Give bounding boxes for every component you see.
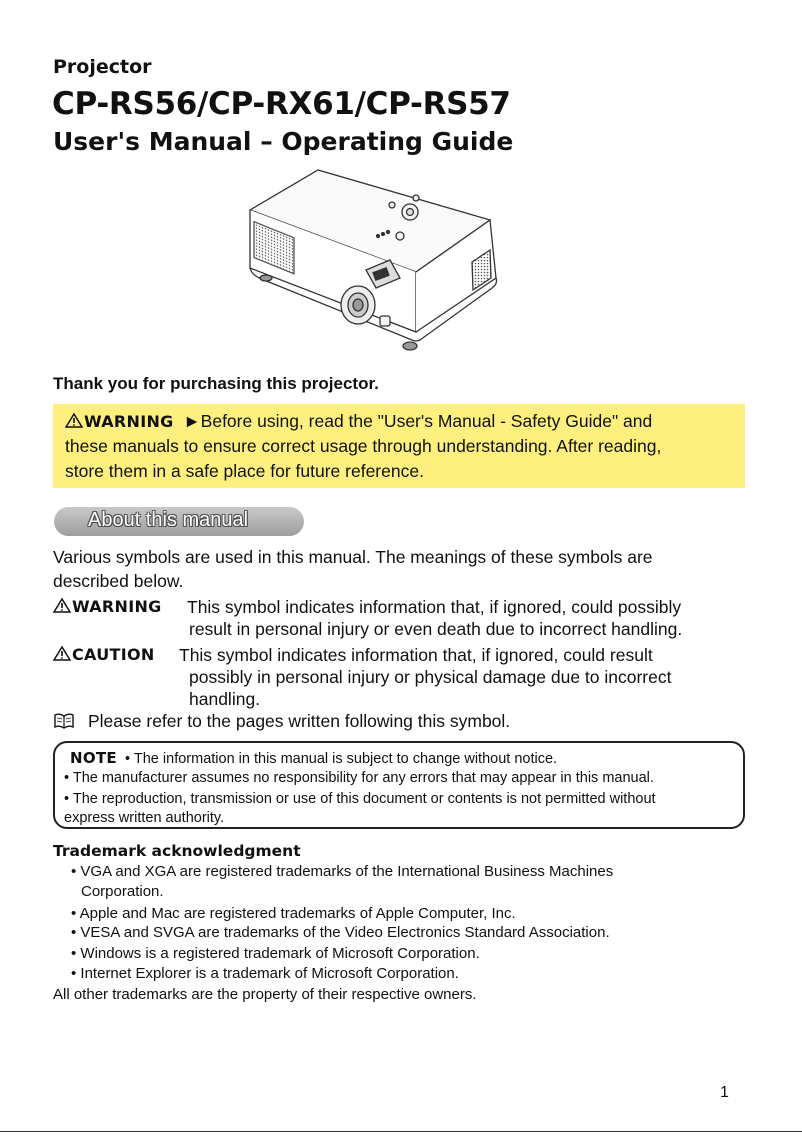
trademark-item: • VGA and XGA are registered trademarks of the International Business Machines — [71, 863, 614, 880]
section-heading: About this manual — [88, 509, 249, 531]
page-reference-text: Please refer to the pages written following this symbol. — [88, 711, 511, 731]
warning-box-line-2: these manuals to ensure correct usage through understanding. After reading, — [65, 436, 662, 456]
warning-icon — [53, 596, 72, 616]
model-title: CP-RS56/CP-RX61/CP-RS57 — [52, 86, 511, 122]
thanks-line: Thank you for purchasing this projector. — [53, 374, 379, 393]
note-text-1: • The information in this manual is subject to change without notice. — [125, 751, 558, 767]
intro-line-2: described below. — [53, 571, 184, 591]
caution-symbol-label: CAUTION — [72, 645, 155, 664]
trademark-item: • Apple and Mac are registered trademarks of Apple Computer, Inc. — [71, 905, 516, 922]
warning-symbol-label: WARNING — [72, 597, 162, 616]
warning-label: WARNING — [84, 412, 174, 431]
caution-line-1: This symbol indicates information that, if ignored, could result — [179, 645, 653, 665]
warning-symbol-row — [53, 596, 753, 644]
about-intro — [53, 545, 743, 593]
doc-eyebrow: Projector — [53, 56, 152, 78]
warning-icon — [65, 411, 84, 431]
intro-line-1: Various symbols are used in this manual. The meanings of these symbols are — [53, 547, 653, 567]
warning-symbol-line-1: This symbol indicates information that, if ignored, could possibly — [187, 597, 682, 617]
page-number: 1 — [720, 1084, 729, 1101]
trademark-item: • Windows is a registered trademark of Microsoft Corporation. — [71, 945, 480, 962]
bottom-rule — [0, 1131, 802, 1132]
note-line-2: • The manufacturer assumes no responsibility for any errors that may appear in this manual. — [64, 770, 654, 786]
safety-warning-box — [53, 404, 745, 488]
note-line-4: express written authority. — [64, 810, 225, 826]
note-line-3: • The reproduction, transmission or use of this document or contents is not permitted without — [64, 791, 656, 807]
caution-icon — [53, 644, 72, 664]
trademark-item: • Internet Explorer is a trademark of Microsoft Corporation. — [71, 965, 459, 982]
trademark-item: Corporation. — [81, 883, 164, 900]
trademark-footer: All other trademarks are the property of their respective owners. — [53, 986, 477, 1003]
note-label: NOTE — [70, 749, 117, 767]
section-heading-pill — [54, 507, 304, 536]
warning-symbol-line-2: result in personal injury or even death due to incorrect handling. — [189, 619, 683, 639]
caution-line-2: possibly in personal injury or physical damage due to incorrect — [189, 667, 672, 687]
trademark-item: • VESA and SVGA are trademarks of the Video Electronics Standard Association. — [71, 924, 610, 941]
book-icon — [54, 711, 88, 731]
note-line-1 — [70, 748, 557, 770]
projector-illustration — [240, 160, 502, 360]
trademark-title: Trademark acknowledgment — [53, 842, 301, 860]
caution-line-3: handling. — [189, 689, 261, 709]
page-reference-line — [54, 711, 510, 732]
warning-box-line-3: store them in a safe place for future reference. — [65, 461, 424, 481]
manual-subtitle: User's Manual – Operating Guide — [53, 127, 514, 156]
warning-box-line-1: ►Before using, read the "User's Manual - Safety Guide" and — [183, 411, 653, 431]
caution-symbol-row — [53, 644, 753, 710]
